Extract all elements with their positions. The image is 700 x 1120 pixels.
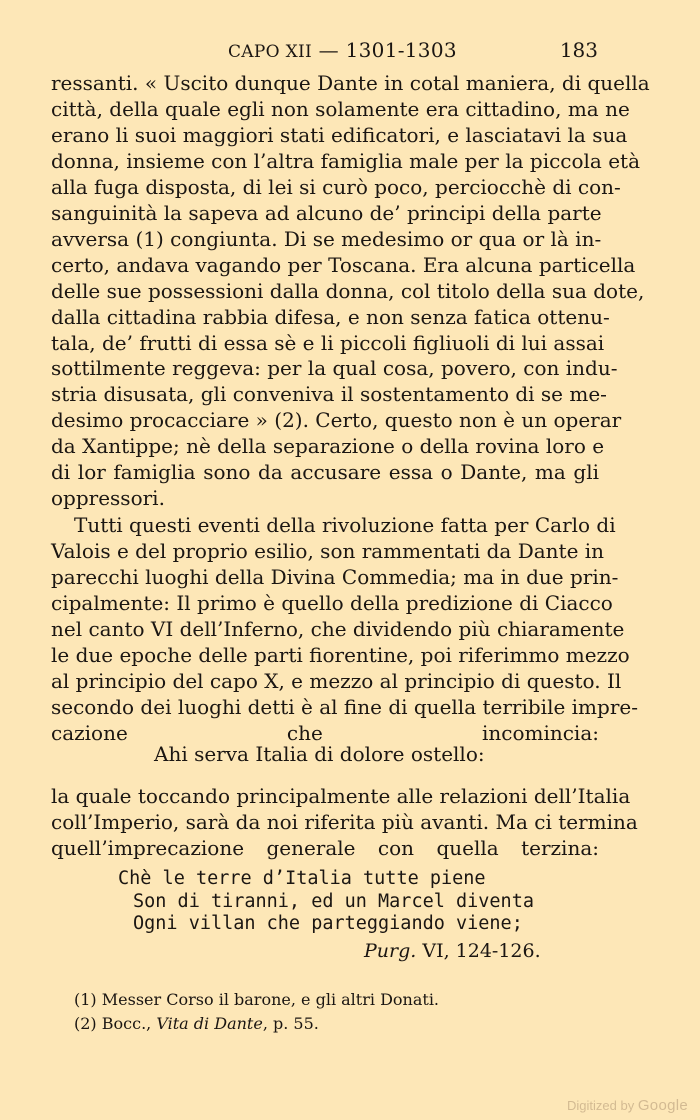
verse-line: Chè le terre d’Italia tutte piene — [118, 868, 486, 889]
text-line: parecchi luoghi della Divina Commedia; ma in due prin- — [51, 564, 619, 589]
text-line: cazione che incomincia: — [51, 720, 599, 745]
citation-ref: VI, 124-126. — [416, 940, 541, 962]
text-line: città, della quale egli non solamente era cittadino, ma ne — [51, 96, 630, 121]
footnotes — [74, 988, 439, 1036]
text-line: nel canto VI dell’Inferno, che dividendo più chiaramente — [51, 616, 625, 641]
running-header — [0, 38, 700, 68]
text-line: le due epoche delle parti fiorentine, poi riferimmo mezzo — [51, 642, 630, 667]
text-line: desimo procacciare » (2). Certo, questo non è un operar — [51, 408, 622, 433]
footnote-text: Messer Corso il barone, e gli altri Donati. — [101, 990, 440, 1009]
footnote-text: , p. 55. — [262, 1014, 319, 1033]
text-line: delle sue possessioni dalla donna, col titolo della sua dote, — [51, 278, 645, 303]
text-line: certo, andava vagando per Toscana. Era alcuna particella — [51, 252, 636, 277]
quoted-verse-line: Ahi serva Italia di dolore ostello: — [154, 742, 485, 766]
verse-citation — [364, 940, 541, 962]
text-line: dalla cittadina rabbia difesa, e non senza fatica ottenu- — [51, 304, 610, 329]
text-line: sanguinità la sapeva ad alcuno de’ principi della parte — [51, 200, 602, 225]
text-line: sottilmente reggeva: per la qual cosa, povero, con indu- — [51, 356, 618, 381]
paragraph-imprecation — [51, 784, 638, 862]
paragraph-boccaccio-quote — [51, 71, 650, 512]
footnote-marker: (2) — [74, 1014, 97, 1033]
text-line: donna, insieme con l’altra famiglia male per la piccola età — [51, 148, 641, 173]
text-line: cipalmente: Il primo è quello della predizione di Ciacco — [51, 590, 613, 615]
verse-line: Son di tiranni, ed un Marcel diventa — [133, 890, 534, 912]
running-title — [228, 38, 457, 62]
text-line: da Xantippe; nè della separazione o della rovina loro e — [51, 434, 605, 459]
footnote-work: Vita di Dante — [156, 1014, 263, 1033]
chapter-label: CAPO XII — [228, 42, 312, 62]
text-line: stria disusata, gli conveniva il sostentamento di se me- — [51, 382, 607, 407]
citation-work: Purg. — [364, 940, 417, 962]
footnote — [74, 988, 439, 1012]
text-line: al principio del capo X, e mezzo al principio di questo. Il — [51, 668, 622, 693]
text-line: Tutti questi eventi della rivoluzione fatta per Carlo di — [74, 513, 616, 537]
text-line: oppressori. — [51, 486, 165, 511]
text-line: ressanti. « Uscito dunque Dante in cotal maniera, di quella — [51, 71, 650, 95]
watermark-prefix: Digitized by — [567, 1098, 635, 1113]
text-line: tala, de’ frutti di essa sè e li piccoli figliuoli di lui assai — [51, 330, 605, 355]
text-line: di lor famiglia sono da accusare essa o Dante, ma gli — [51, 460, 599, 485]
footnote — [74, 1012, 439, 1036]
text-line: secondo dei luoghi detti è al fine di quella terribile impre- — [51, 694, 638, 719]
text-line: erano li suoi maggiori stati edificatori, e lasciatavi la sua — [51, 122, 628, 147]
text-line: quell’imprecazione generale con quella terzina: — [51, 835, 599, 860]
page-number: 183 — [559, 38, 598, 62]
terzina-verse — [118, 868, 534, 936]
year-range: — 1301-1303 — [318, 38, 457, 62]
footnote-text: Bocc., — [101, 1014, 157, 1033]
text-line: la quale toccando principalmente alle relazioni dell’Italia — [51, 784, 631, 808]
digitized-watermark — [567, 1097, 688, 1114]
footnote-marker: (1) — [74, 990, 97, 1009]
text-line: avversa (1) congiunta. Di se medesimo or qua or là in- — [51, 226, 602, 251]
text-line: Valois e del proprio esilio, son rammentati da Dante in — [51, 538, 605, 563]
text-line: coll’Imperio, sarà da noi riferita più avanti. Ma ci termina — [51, 809, 638, 834]
watermark-brand: Google — [637, 1097, 688, 1114]
verse-line: Ogni villan che parteggiando viene; — [133, 913, 523, 935]
text-line: alla fuga disposta, di lei si curò poco, perciocchè di con- — [51, 174, 621, 199]
paragraph-revolution-events — [51, 513, 638, 747]
